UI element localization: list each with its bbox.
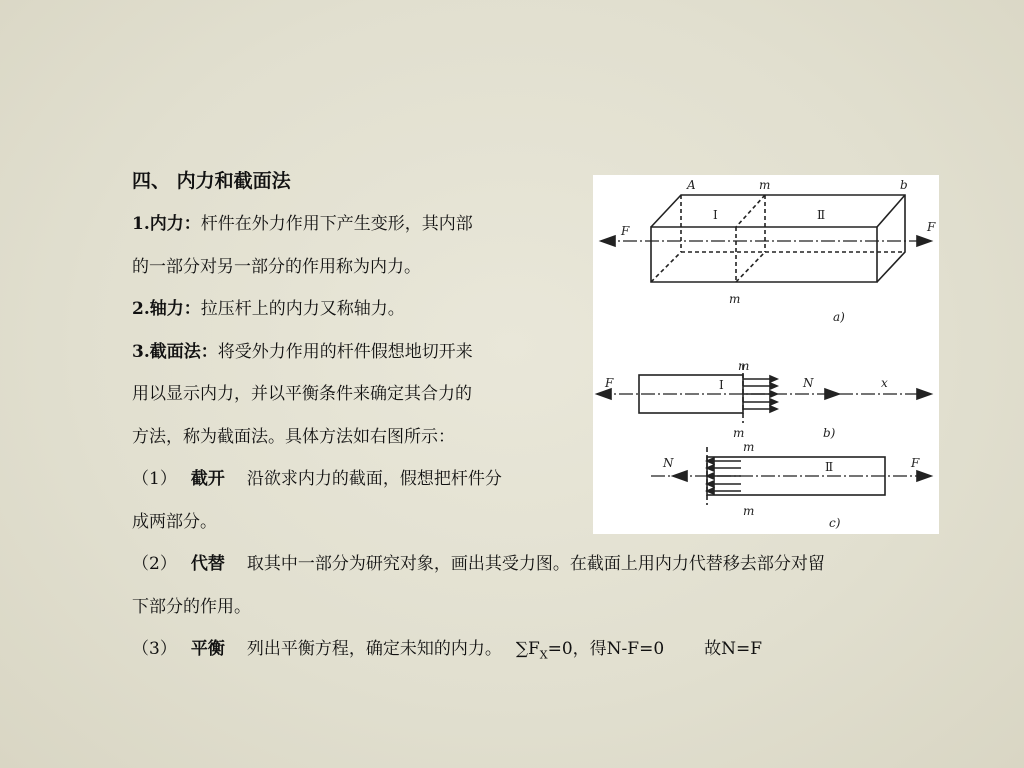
step-1-number: （1） [132, 469, 177, 489]
step-2-number: （2） [132, 554, 177, 574]
label-b: b [900, 178, 908, 192]
figure-svg [593, 175, 939, 534]
section-heading: 四、 内力和截面法 [132, 170, 291, 192]
label-N-c: N [663, 456, 674, 470]
item-3-label: 3.截面法： [132, 342, 218, 362]
step-2-name: 代替 [190, 554, 225, 574]
bar-hidden-edge-left [651, 252, 681, 282]
label-a: a) [833, 310, 845, 324]
label-m-c-bottom: m [743, 504, 755, 518]
arrow-head-N-c [673, 471, 687, 481]
step-3-sigma: ∑F [515, 639, 540, 659]
step-3-number: （3） [132, 639, 177, 659]
label-II-c: Ⅱ [825, 460, 834, 474]
label-F-right: F [927, 220, 936, 234]
item-1-line-1 [132, 213, 473, 235]
step-3-equation: =0，得N-F=0 [547, 639, 665, 659]
bar-front-face [651, 227, 877, 282]
bar-top-side-edges [651, 195, 905, 282]
label-b-caption: b) [823, 426, 836, 440]
step-2-line-1 [132, 553, 825, 575]
label-I: Ⅰ [713, 208, 718, 222]
arrow-head-F-c [917, 471, 931, 481]
step-3-result: 故N=F [704, 639, 763, 659]
section-method-figure [593, 175, 939, 534]
step-1-line-2: 成两部分。 [132, 512, 217, 532]
item-1-line-2: 的一部分对另一部分的作用称为内力。 [132, 257, 421, 277]
arrow-head-left-b [597, 389, 611, 399]
arrow-head-N-b [825, 389, 839, 399]
label-II: Ⅱ [817, 208, 826, 222]
label-F-b: F [605, 376, 614, 390]
label-m-bottom: m [729, 292, 741, 306]
item-3-line-1 [132, 341, 473, 363]
bar-top-right-edge [877, 195, 905, 227]
step-3-line [132, 638, 762, 666]
item-2-line [132, 298, 405, 320]
item-2-label: 2.轴力： [132, 299, 201, 319]
item-3-line-3: 方法，称为截面法。具体方法如右图所示： [132, 427, 455, 447]
arrow-head-right-b [917, 389, 931, 399]
section-mm-top-a [736, 195, 765, 227]
label-c-caption: c) [829, 516, 841, 530]
label-A: A [687, 178, 696, 192]
step-1-text-a: 沿欲求内力的截面，假想把杆件分 [246, 469, 502, 489]
item-3-text-a: 将受外力作用的杆件假想地切开来 [217, 342, 473, 362]
item-1-label: 1.内力： [132, 214, 201, 234]
step-2-text-a: 取其中一部分为研究对象，画出其受力图。在截面上用内力代替移去部分对留 [246, 554, 825, 574]
label-m-top: m [759, 178, 771, 192]
label-m-c-top: m [743, 440, 755, 454]
label-N-b: N [803, 376, 814, 390]
step-1-name: 截开 [190, 469, 225, 489]
internal-force-arrows-b [743, 376, 777, 412]
item-2-text: 拉压杆上的内力又称轴力。 [200, 299, 405, 319]
step-3-text-a: 列出平衡方程，确定未知的内力。 [246, 639, 502, 659]
arrow-head-left-a [601, 236, 615, 246]
label-F-c: F [911, 456, 920, 470]
label-I-b: Ⅰ [719, 378, 724, 392]
internal-force-arrows-c [707, 458, 741, 494]
step-3-subscript: X [539, 648, 548, 662]
section-mm-bottom-a [736, 252, 765, 282]
arrow-head-right-a [917, 236, 931, 246]
step-2-line-2: 下部分的作用。 [132, 597, 251, 617]
step-1-line-1 [132, 468, 502, 490]
item-1-text-a: 杆件在外力作用下产生变形，其内部 [200, 214, 473, 234]
label-m-b-top: m [738, 359, 750, 373]
label-m-b-bottom: m [733, 426, 745, 440]
step-3-name: 平衡 [190, 639, 225, 659]
label-F-left: F [621, 224, 630, 238]
label-x-b: x [881, 376, 888, 390]
item-3-line-2: 用以显示内力，并以平衡条件来确定其合力的 [132, 384, 472, 404]
